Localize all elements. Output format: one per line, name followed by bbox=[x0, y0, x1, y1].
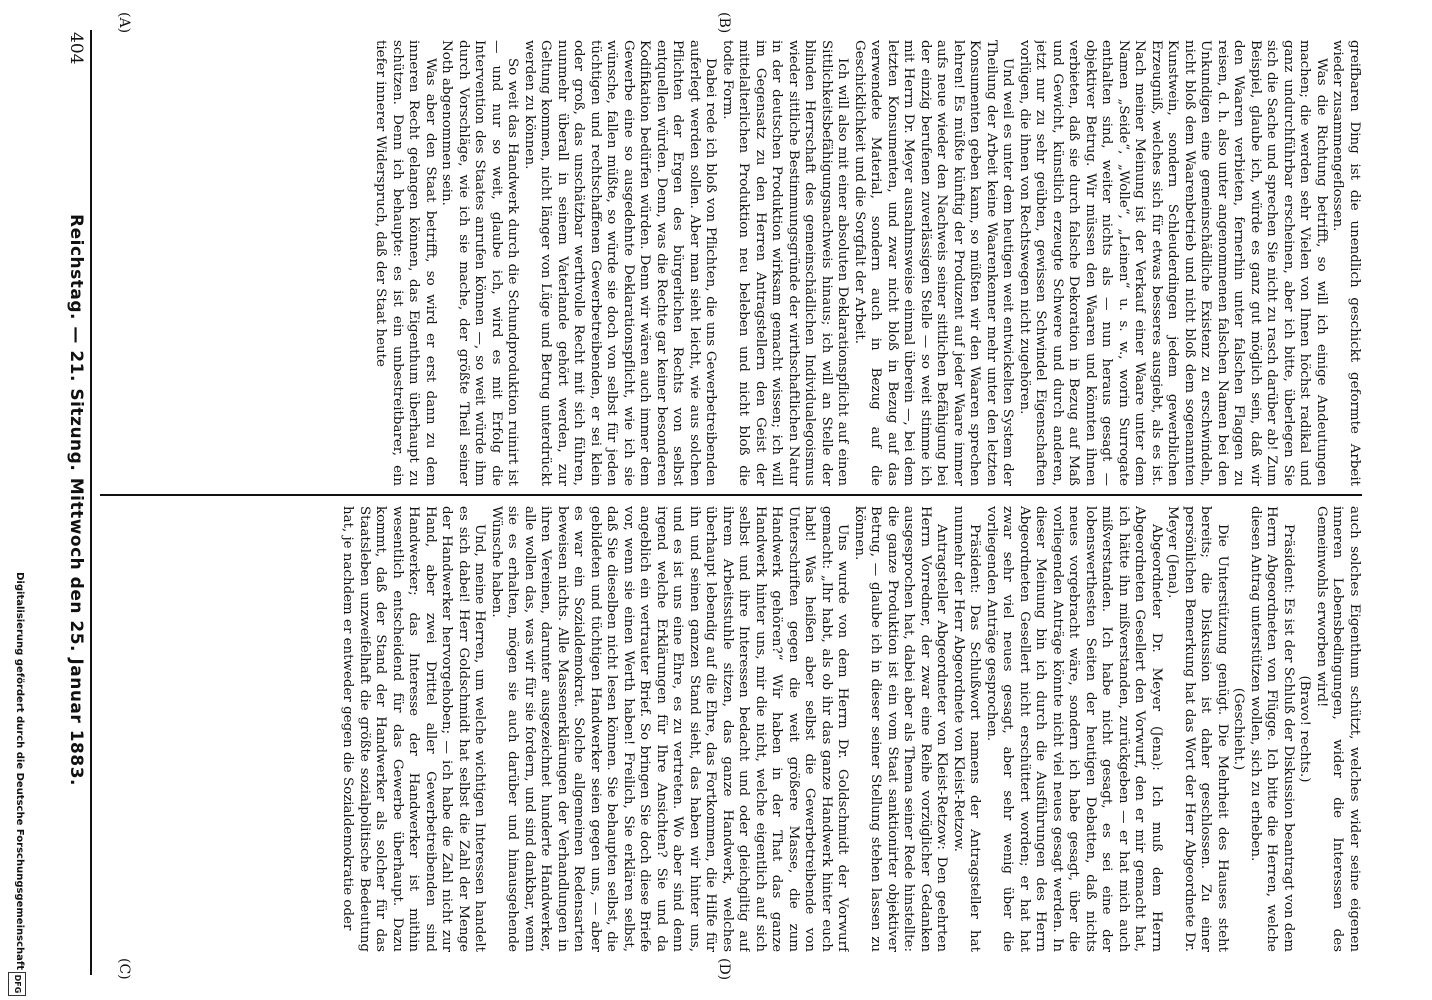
left-paragraph: Und weil es unter dem heutigen weit entwickelten System der Theilung der Arbeit keine Waarenkenner mehr unter den letzten Konsumenten geben kann, so müßten wir den Waaren sprechen lehren! Es müßte künftig der Produzent auf jeder Waare immer aufs neue wieder den Nachweis seiner sittlichen Befähigung bei der einzig berufenen zuverlässigen Stelle — so weit stimme ich mit Herrn Dr. Meyer ausnahmsweise einmal überein —, bei dem letzten Konsumenten, und zwar nicht bloß in Bezug auf das verwendete Material, sondern auch in Bezug auf die Geschicklichkeit und die Sorgfalt der Arbeit. bbox=[852, 40, 1016, 486]
page-number: 404 bbox=[66, 32, 86, 65]
right-column bbox=[100, 506, 1362, 952]
right-paragraph: Abgeordneter Dr. Meyer (Jena): Ich muß dem Herrn Abgeordneten Gesellert den Vorwurf, den er mir gemacht hat, ich hätte ihn mißverstanden, zurückgeben — er hat mich auch mißverstanden. Ich habe nicht gesagt, es sei eine der lobenswerthesten Seiten der heutigen Debatten, daß nichts neues vorgebracht wäre, sondern ich habe gesagt, über die vorliegenden Anträge könnte nicht viel neues gesagt werden. In dieser Meinung bin ich durch die Ausführungen des Herrn Abgeordneten Gesellert nicht erschüttert worden; er hat hat zwar sehr viel neues gesagt, aber sehr wenig über die vorliegenden Anträge gesprochen. bbox=[984, 506, 1164, 952]
header-rule bbox=[90, 30, 92, 975]
page-header bbox=[54, 0, 88, 1000]
column-divider bbox=[100, 494, 1362, 496]
right-paragraph: Uns wurde von dem Herrn Dr. Goldschmidt der Vorwurf gemacht: „Ihr habt, als ob ihr das ganze Handwerk hinter euch habt! Was heißen aber selbst die Gewerbetreibende von Unterschriften gegen die weit größere Masse, die zum Handwerk gehören?“ Wir haben in der That das ganze Handwerk hinter uns, mir die nicht, welche eigentlich auf sich selbst und ihre Interessen bedacht und oder gleichgiltig auf ihrem Arbeitsstuhle sitzen, das ganze Handwerk, welches überhaupt lebendig auf die Ehre, das Fortkommen, die Hilfe für ihn und seinen ganzen Stand sieht, das haben wir hinter uns, und es ist uns eine Ehre, es zu vertreten. Wo aber sind denn irgend welche Erklärungen für Ihre Ansichten? Sie und da angeblich ein vertrauter Brief. So bringen Sie doch diese Briefe vor, wenn sie einen Werth haben! Freilich, Sie erklären selbst, daß Sie dieselben nicht lesen können. Sie behaupten selbst, die gebildeten und tüchtigen Handwerker seien gegen uns, — aber es war ein Sozialdemokrat. Solche allgemeinen Redensarten beweisen nichts. Alle Massenerklärungen der Verhandlungen in ihren Vereinen, darunter ausgezeichnet hunderte Handwerker, alle wollen das, was wir für sie fordern, und sind dankbar, wenn sie es erhalten, mögen sie auch darüber und hinausgehende Wünsche haben. bbox=[489, 506, 851, 952]
left-paragraph: Was aber den Staat betrifft, so wird er erst dann zu dem inneren Recht gelangen können, das Eigenthum überhaupt zu schützen. Denn ich behaupte: es ist ein unbestreitbarer, ein tiefer innerer Widerspruch, daß der Staat heute bbox=[373, 40, 438, 486]
left-paragraph: So weit das Handwerk durch die Schundproduktion ruinirt ist — und nur so weit, glaube ich, wird es mit Erfolg die Intervention des Staates anrufen können —, so weit würde ihm durch Vorschläge, wie ich sie mache, der größte Theil seiner Noth abgenommen sein. bbox=[439, 40, 521, 486]
margin-letter-c: (C) bbox=[116, 958, 132, 980]
right-paragraph: (Bravo! rechts.) bbox=[1297, 675, 1313, 783]
right-paragraph: auch solches Eigenthum schützt, welches wider seine eigenen inneren Lebensbedingungen, wider die Interessen des Gemeinwohls erworben wird! bbox=[1314, 506, 1362, 952]
margin-letter-a: (A) bbox=[116, 12, 132, 34]
right-paragraph: Und, meine Herren, um welche wichtigen Interessen handelt es sich dabei! Herr Goldschmidt hat selbst die Zahl der Menge der Handwerker hervorgehoben; — ich habe die Zahl nicht zur Hand, aber zwei Drittel aller Gewerbetreibenden sind Handwerker; das Interesse der Handwerker ist mithin wesentlich entscheidend für das Gewerbe überhaupt. Dazu kommt, daß der Stand der Handwerker als solcher für das Staatsleben unzweifelhaft die größte sozialpolitische Bedeutung hat, je nachdem er entweder gegen die Sozialdemokratie oder bbox=[340, 506, 488, 952]
left-paragraph: Was die Richtung betrifft, so will ich einige Andeutungen machen; die werden sehr Vielen von Ihnen höchst radikal und ganz undurchführbar erscheinen, aber ich bitte, überlegen Sie sich die Sache und sprechen Sie nicht zu rasch darüber ab! Zum Beispiel, glaube ich, würde es ganz gut möglich sein, daß wir den Waaren verbieten, fernerhin unter falschen Flaggen zu reisen, d. h. also unter angenommenen falschen Namen bei den Unkundigen eine gemeinschädliche Existenz zu erschwindeln, nicht bloß dem Waarenbetrieb und nicht bloß dem sogenannten Kunstwein, sondern Schleuderdingen jedem gewerblichen Erzeugniß, welches sich für etwas besseres ausgiebt, als es ist. Nach meiner Meinung ist der Verkauf einer Waare unter dem Namen „Seide“, „Wolle“, „Leinen“ u. s. w., worin Surrogate enthalten sind, weiter nichts als — nun heraus gesagt — objektiver Betrug. Wir müssen den Waaren und könnten ihnen verbieten, daß sie durch falsche Dekoration in Bezug auf Maß und Gewicht, künstlich erzeugte Schwere und durch anderen, jetzt nur zu sehr geübten, gewissen Schwindel Eigenschaften vorlügen, die ihnen von Rechtswegen nicht zugehören. bbox=[1017, 40, 1329, 486]
running-head: Reichstag. — 21. Sitzung. Mittwoch den 25. Januar 1883. bbox=[66, 214, 86, 786]
left-column bbox=[100, 40, 1362, 486]
right-paragraph: Präsident: Es ist der Schluß der Diskussion beantragt von dem Herrn Abgeordneten von Flügge. Ich bitte die Herren, welche diesen Antrag unterstützen wollen, sich zu erheben. bbox=[1248, 506, 1296, 952]
right-paragraph: (Geschieht.) bbox=[1231, 687, 1247, 771]
margin-letter-b: (B) bbox=[716, 12, 732, 34]
dfg-credit: Digitalisierung gefördert durch die Deutsche Forschungsgemeinschaft bbox=[14, 572, 25, 970]
right-paragraph: Präsident: Das Schlußwort namens der Antragsteller hat nunmehr der Herr Abgeordnete von Kleist-Retzow. bbox=[951, 506, 983, 952]
page-footer bbox=[5, 0, 27, 1000]
left-paragraph: greifbaren Ding ist die unendlich geschickt geformte Arbeit wieder zusammengeflossen. bbox=[1330, 40, 1362, 486]
right-paragraph: Antragsteller Abgeordneter von Kleist-Retzow: Den geehrten Herrn Vorredner, der zwar eine Reihe vorzüglicher Gedanken ausgesprochen hat, dabei aber als Thema seiner Rede hinstellte: die ganze Produktion ist ein vom Staat sanktionirter objektiver Betrug, — glaube ich in dieser seiner Stellung stehen lassen zu können. bbox=[852, 506, 950, 952]
margin-letter-d: (D) bbox=[716, 958, 732, 981]
left-paragraph: Ich will also mit einer absoluten Deklarationspflicht auf einen Sittlichkeitsbefähigungsnachweis hinaus; ich will an Stelle der blinden Herrschaft des gemeinschädlichen Individualegoismus wieder sittliche Bestimmungsgründe der wirthschaftlichen Natur in der deutschen Produktion wirksam gemacht wissen; ich will im Gegensatz zu den Herren Antragstellern den Geist der mittelalterlichen Produktion neu beleben und nicht bloß die todte Form. bbox=[720, 40, 851, 486]
left-paragraph: Dabei rede ich bloß von Pflichten, die uns Gewerbetreibenden auferlegt werden sollen. Aber man sieht leicht, wie aus solchen Pflichten der Ergen des bürgerlichen Rechts von selbst entquellen würden. Denn, was die Rechte gar keiner besonderen Kodifikation bedürfen würden. Denn wir wären auch immer dem Gewerbe eine so ausgedehnte Deklarationspflicht, wie ich sie wünsche, fallen müßte, so würde sie doch von selbst für jeden tüchtigen und rechtschaffenen Gewerbetreibenden, er sei klein oder groß, das unschätzbar werthvolle Recht mit sich führen, nunmehr überall in seinem Vaterlande gehört werden, zur Geltung kommen, nicht länger von Lüge und Betrug unterdrückt werden zu können. bbox=[522, 40, 719, 486]
dfg-logo-icon: DFG bbox=[8, 972, 26, 996]
right-paragraph: Die Unterstützung genügt. Die Mehrheit des Hauses steht bereits; die Diskussion ist daher geschlossen. Zu einer persönlichen Bemerkung hat das Wort der Herr Abgeordnete Dr. Meyer (Jena). bbox=[1165, 506, 1230, 952]
